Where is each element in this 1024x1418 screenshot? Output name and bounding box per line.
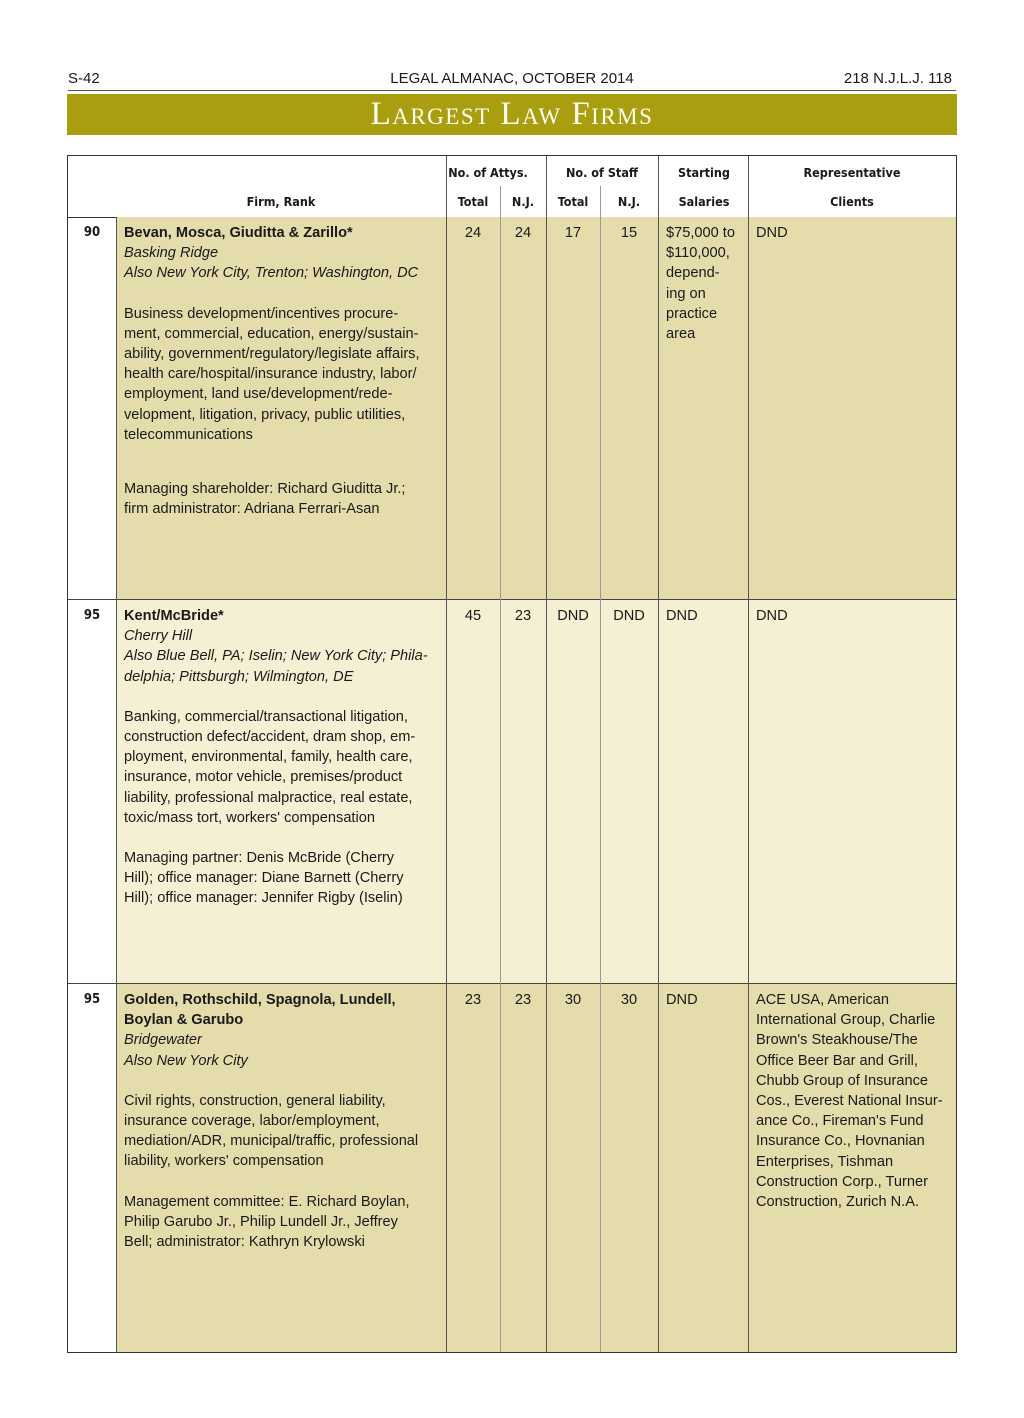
attys-nj: 23 xyxy=(514,608,532,624)
salary-line: DND xyxy=(666,608,698,624)
firm-name: Kent/McBride* xyxy=(124,608,224,624)
practice-line: velopment, litigation, privacy, public utilities, xyxy=(124,406,406,423)
header-staff-group: No. of Staff xyxy=(565,165,639,180)
header-firm-rank: Firm, Rank xyxy=(246,194,316,209)
client-line: Brown's Steakhouse/The xyxy=(756,1032,918,1049)
attys-nj: 24 xyxy=(514,225,532,241)
practice-line: toxic/mass tort, workers' compensation xyxy=(124,809,375,826)
table-header xyxy=(68,156,956,218)
practice-line: construction defect/accident, dram shop, em- xyxy=(124,729,416,746)
citation: 218 N.J.L.J. 118 xyxy=(843,70,952,87)
column-rule xyxy=(116,217,117,1352)
header-attys-total: Total xyxy=(457,194,489,209)
management-line: Bell; administrator: Kathryn Krylowski xyxy=(124,1234,365,1251)
management-line: Managing shareholder: Richard Giuditta Jr.; xyxy=(124,481,406,498)
section-banner: Largest Law Firms xyxy=(67,94,957,135)
practice-line: Banking, commercial/transactional litigation, xyxy=(124,708,408,725)
management-line: Managing partner: Denis McBride (Cherry xyxy=(124,850,395,867)
header-salaries-top: Starting xyxy=(678,165,730,180)
practice-line: ability, government/regulatory/legislate affairs, xyxy=(124,346,420,363)
column-rule xyxy=(546,156,547,1352)
header-attys-nj: N.J. xyxy=(511,194,535,209)
client-line: DND xyxy=(756,225,788,241)
representative-clients xyxy=(756,990,952,1212)
salary-line: $75,000 to xyxy=(666,225,735,241)
page-number: S-42 xyxy=(68,70,100,87)
firm-city: Cherry Hill xyxy=(124,628,193,645)
header-staff-nj: N.J. xyxy=(617,194,641,209)
firm-name: Bevan, Mosca, Giuditta & Zarillo* xyxy=(124,225,353,241)
practice-line: employment, land use/development/rede- xyxy=(124,386,393,403)
column-rule xyxy=(600,186,601,1352)
firm-name: Golden, Rothschild, Spagnola, Lundell, Boylan & Garubo xyxy=(124,992,396,1029)
management-line: Hill); office manager: Jennifer Rigby (Iselin) xyxy=(124,890,403,907)
management-line: Philip Garubo Jr., Philip Lundell Jr., Jeffrey xyxy=(124,1213,398,1230)
salary-line: depend- xyxy=(666,265,720,282)
client-line: Enterprises, Tishman xyxy=(756,1153,894,1170)
practice-line: telecommunications xyxy=(124,426,253,443)
staff-total: DND xyxy=(557,608,589,624)
column-rule xyxy=(748,156,749,1352)
column-rule xyxy=(446,156,447,1352)
publication-title: LEGAL ALMANAC, OCTOBER 2014 xyxy=(390,70,634,87)
header-staff-total: Total xyxy=(557,194,589,209)
salary-line: ing on xyxy=(666,285,706,302)
management-line: Hill); office manager: Diane Barnett (Cherry xyxy=(124,870,404,887)
firm-details xyxy=(124,990,446,1252)
firm-rank: 95 xyxy=(83,608,101,623)
firm-city: Basking Ridge xyxy=(124,245,219,262)
salary-line: DND xyxy=(666,992,698,1008)
client-line: Chubb Group of Insurance xyxy=(756,1072,928,1089)
practice-line: ment, commercial, education, energy/sustain- xyxy=(124,325,419,342)
firm-also-line: Also New York City xyxy=(124,1052,248,1069)
client-line: Insurance Co., Hovnanian xyxy=(756,1133,925,1150)
firm-rank: 95 xyxy=(83,992,101,1007)
client-line: Construction, Zurich N.A. xyxy=(756,1194,920,1211)
table-row xyxy=(68,217,956,600)
attys-total: 23 xyxy=(464,992,482,1008)
firm-also-line: delphia; Pittsburgh; Wilmington, DE xyxy=(124,668,354,685)
staff-nj: 15 xyxy=(620,225,638,241)
client-line: International Group, Charlie xyxy=(756,1012,936,1029)
client-line: Office Beer Bar and Grill, xyxy=(756,1052,918,1069)
salary-line: $110,000, xyxy=(666,245,730,262)
table-row xyxy=(68,984,956,1352)
practice-line: liability, professional malpractice, real estate, xyxy=(124,789,413,806)
practice-line: insurance coverage, labor/employment, xyxy=(124,1113,380,1130)
running-head xyxy=(68,68,956,91)
practice-line: Business development/incentives procure- xyxy=(124,305,399,322)
practice-line: mediation/ADR, municipal/traffic, professional xyxy=(124,1133,419,1150)
header-clients-bottom: Clients xyxy=(830,194,874,209)
attys-total: 45 xyxy=(464,608,482,624)
staff-total: 17 xyxy=(564,225,582,241)
practice-line: Civil rights, construction, general liability, xyxy=(124,1092,386,1109)
firm-rank: 90 xyxy=(83,225,101,240)
staff-total: 30 xyxy=(564,992,582,1008)
client-line: ance Co., Fireman's Fund xyxy=(756,1113,924,1130)
management-line: Management committee: E. Richard Boylan, xyxy=(124,1193,410,1210)
management-line: firm administrator: Adriana Ferrari-Asan xyxy=(124,501,380,518)
header-attys-group: No. of Attys. xyxy=(448,165,528,180)
staff-nj: 30 xyxy=(620,992,638,1008)
table-row xyxy=(68,600,956,984)
header-clients-top: Representative xyxy=(803,165,901,180)
representative-clients xyxy=(756,606,952,626)
attys-nj: 23 xyxy=(514,992,532,1008)
client-line: DND xyxy=(756,608,788,624)
client-line: Construction Corp., Turner xyxy=(756,1173,928,1190)
practice-line: liability, workers' compensation xyxy=(124,1153,324,1170)
practice-line: health care/hospital/insurance industry, labor/ xyxy=(124,366,417,383)
practice-line: insurance, motor vehicle, premises/product xyxy=(124,769,403,786)
firm-city: Bridgewater xyxy=(124,1032,202,1049)
column-rule xyxy=(500,186,501,1352)
attys-total: 24 xyxy=(464,225,482,241)
firm-details xyxy=(124,223,446,519)
salary-line: practice xyxy=(666,305,718,322)
law-firms-table xyxy=(67,155,957,1353)
column-rule xyxy=(658,156,659,1352)
representative-clients xyxy=(756,223,952,243)
practice-line: ployment, environmental, family, health care, xyxy=(124,749,413,766)
firm-details xyxy=(124,606,446,909)
client-line: Cos., Everest National Insur- xyxy=(756,1093,943,1110)
firm-also-line: Also New York City, Trenton; Washington, DC xyxy=(124,265,419,282)
starting-salaries xyxy=(666,990,746,1010)
starting-salaries xyxy=(666,223,746,344)
starting-salaries xyxy=(666,606,746,626)
client-line: ACE USA, American xyxy=(756,992,890,1008)
salary-line: area xyxy=(666,326,696,343)
header-salaries-bottom: Salaries xyxy=(678,194,730,209)
firm-also-line: Also Blue Bell, PA; Iselin; New York City; Phila- xyxy=(124,648,428,665)
staff-nj: DND xyxy=(613,608,645,624)
